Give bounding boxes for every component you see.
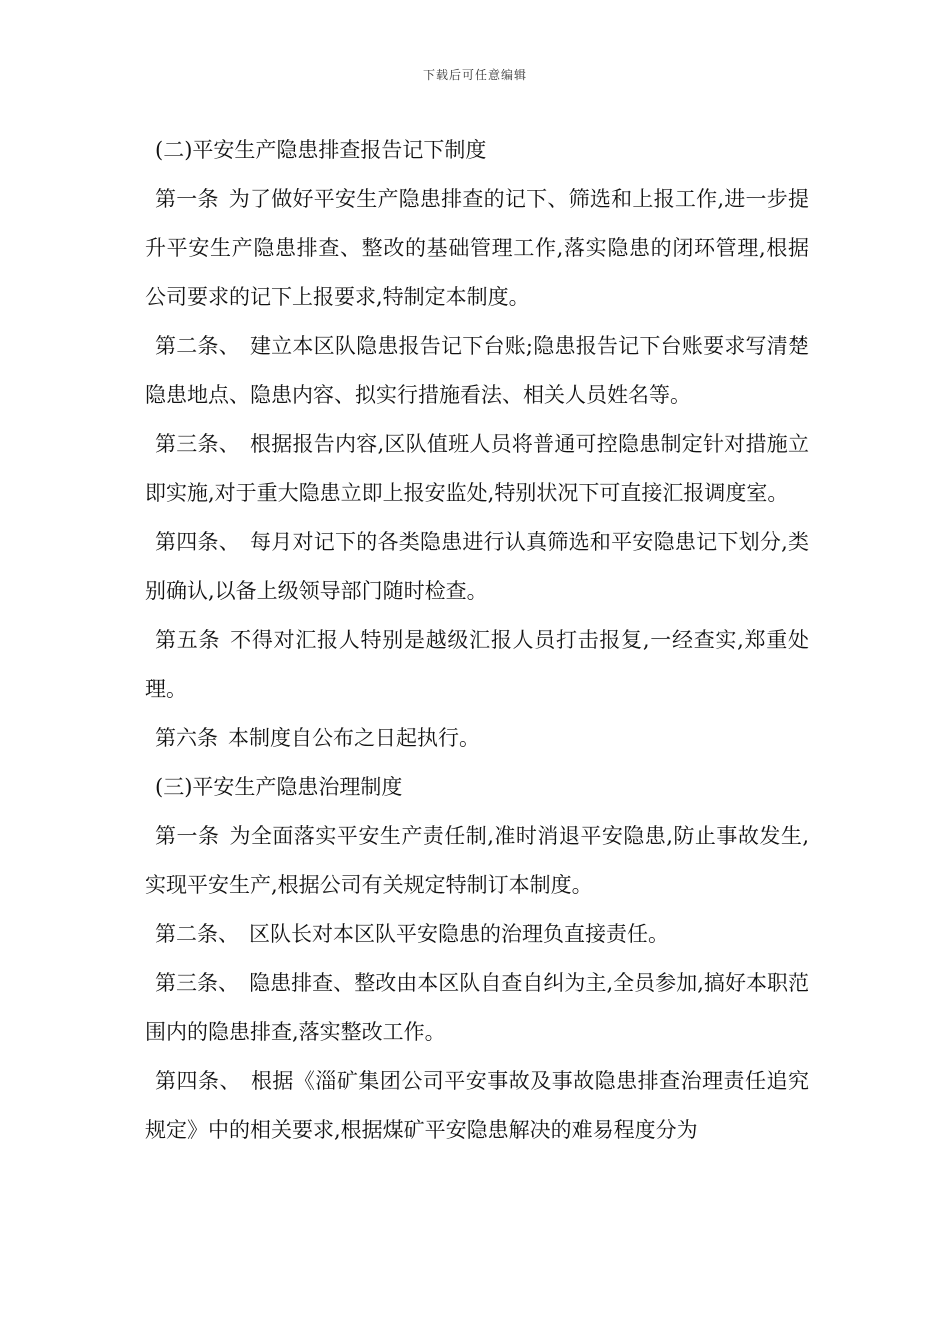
article-text: 不得对汇报人特别是越级汇报人员打击报复,一经查实,郑重处理。 — [145, 628, 809, 701]
article-text: 区队长对本区队平安隐患的治理负直接责任。 — [249, 922, 669, 946]
article-3b — [145, 959, 809, 1057]
paragraph-text: (三)平安生产隐患治理制度 — [155, 775, 403, 799]
article-number: 第二条、 — [155, 334, 240, 358]
article-number: 第三条、 — [155, 432, 240, 456]
article-text: 隐患排查、整改由本区队自查自纠为主,全员参加,搞好本职范围内的隐患排查,落实整改工作。 — [145, 971, 809, 1044]
article-text: 每月对记下的各类隐患进行认真筛选和平安隐患记下划分,类别确认,以备上级领导部门随时检查。 — [145, 530, 809, 603]
article-1 — [145, 175, 809, 322]
article-text: 根据报告内容,区队值班人员将普通可控隐患制定针对措施立即实施,对于重大隐患立即上报安监处,特别状况下可直接汇报调度室。 — [145, 432, 809, 505]
article-number: 第二条、 — [155, 922, 239, 946]
article-6 — [145, 714, 809, 763]
article-5 — [145, 616, 809, 714]
section-heading-2 — [145, 126, 809, 175]
article-2b — [145, 910, 809, 959]
article-text: 本制度自公布之日起执行。 — [228, 726, 480, 750]
article-number: 第四条、 — [155, 1069, 241, 1093]
article-number: 第五条 — [155, 628, 221, 652]
article-number: 第一条 — [155, 187, 219, 211]
article-text: 为了做好平安生产隐患排查的记下、筛选和上报工作,进一步提升平安生产隐患排查、整改的基础管理工作,落实隐患的闭环管理,根据公司要求的记下上报要求,特制定本制度。 — [145, 187, 809, 309]
article-1b — [145, 812, 809, 910]
document-body — [145, 126, 809, 1155]
page-header: 下载后可任意编辑 — [422, 68, 527, 82]
article-3 — [145, 420, 809, 518]
paragraph-text: (二)平安生产隐患排查报告记下制度 — [155, 138, 487, 162]
section-heading-3 — [145, 763, 809, 812]
article-number: 第三条、 — [155, 971, 240, 995]
article-text: 根据《淄矿集团公司平安事故及事故隐患排查治理责任追究规定》中的相关要求,根据煤矿平安隐患解决的难易程度分为 — [145, 1069, 810, 1142]
article-number: 第四条、 — [155, 530, 240, 554]
article-text: 建立本区队隐患报告记下台账;隐患报告记下台账要求写清楚隐患地点、隐患内容、拟实行措施看法、相关人员姓名等。 — [145, 334, 810, 407]
article-4 — [145, 518, 809, 616]
article-number: 第一条 — [155, 824, 220, 848]
article-text: 为全面落实平安生产责任制,准时消退平安隐患,防止事故发生,实现平安生产,根据公司有关规定特制订本制度。 — [145, 824, 809, 897]
article-2 — [145, 322, 809, 420]
article-4b — [145, 1057, 809, 1155]
article-number: 第六条 — [155, 726, 218, 750]
